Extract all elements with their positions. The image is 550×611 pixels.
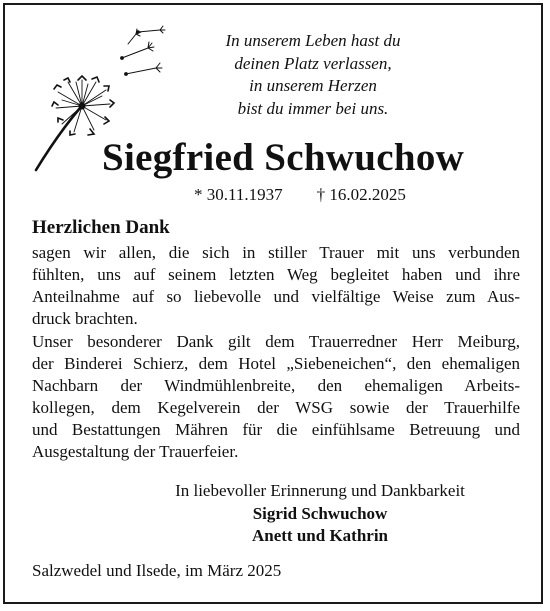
text-line: Ausgestaltung der Trauerfeier.: [32, 442, 239, 462]
text-line: und Bestattungen Mähren für die einfühlsame Betreuung und: [32, 420, 520, 440]
thanks-heading: Herzlichen Dank: [32, 217, 170, 238]
deceased-name: Siegfried Schwuchow: [102, 136, 465, 179]
poem: [208, 30, 418, 120]
text-line: Anteilnahme auf so liebevolle und vielfältige Weise zum Aus-: [32, 287, 520, 307]
text-line: kollegen, dem Kegelverein der WSG sowie der Trauerhilfe: [32, 398, 520, 418]
text-line: druck brachten.: [32, 309, 138, 329]
poem-line: In unserem Leben hast du: [225, 31, 401, 50]
text-line: fühlten, uns auf seinem letzten Weg begleitet haben und ihre: [32, 265, 520, 285]
closing-line: In liebevoller Erinnerung und Dankbarkeit: [175, 481, 465, 500]
signature-name: Anett und Kathrin: [251, 526, 389, 545]
text-line: sagen wir allen, die sich in stiller Trauer mit uns verbunden: [32, 243, 520, 262]
thanks-paragraph-2: [32, 331, 520, 464]
text-line: Unser besonderer Dank gilt dem Trauerredner Herr Meiburg,: [32, 332, 520, 351]
text-line: Nachbarn der Windmühlenbreite, den ehemaligen Arbeits-: [32, 376, 520, 396]
life-dates: [194, 185, 406, 205]
place-date: Salzwedel und Ilsede, im März 2025: [32, 561, 282, 580]
poem-line: bist du immer bei uns.: [237, 98, 389, 118]
poem-line: deinen Platz verlassen,: [234, 53, 392, 73]
death-date: † 16.02.2025: [316, 185, 406, 204]
thanks-paragraph-1: [32, 242, 520, 330]
poem-line: in unserem Herzen: [249, 76, 377, 95]
birth-date: * 30.11.1937: [194, 185, 283, 204]
closing-block: [110, 480, 530, 548]
text-line: der Binderei Schierz, dem Hotel „Siebeneichen“, den ehemaligen: [32, 354, 520, 374]
signature-name: Sigrid Schwuchow: [252, 503, 388, 523]
